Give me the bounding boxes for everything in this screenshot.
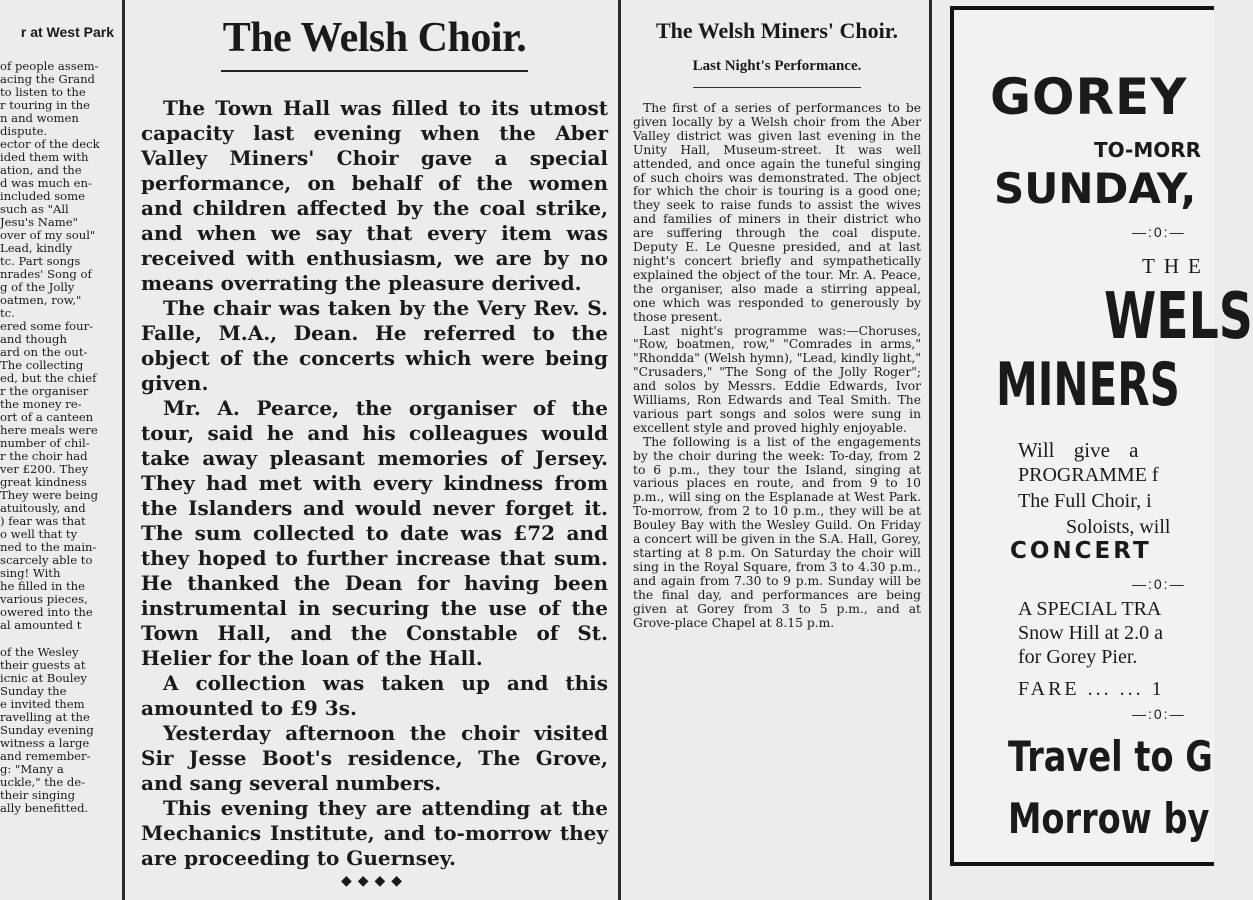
main-article-paragraph: A collection was taken up and this amounted to £9 3s. bbox=[141, 671, 608, 720]
advert-will-give: Will give a bbox=[1018, 438, 1139, 462]
advert-special-train: A SPECIAL TRA bbox=[1018, 598, 1162, 620]
second-article-paragraph: The first of a series of performances to be given locally by a Welsh choir from the Aber Valley district was given last evening in the Unity Hall, Museum-street. It was well attended, and once again the tuneful singing of such choirs was demonstrated. The object for which the choir is touring is a good one; they seek to raise funds to assist the wives and families of miners in their district who are suffering through the coal dispute. Deputy E. Le Quesne presided, and at last night's concert briefly and sympathetically explained the object of the tour. Mr. A. Peace, the organiser, also made a stirring appeal, one which was responded to generously by those present. bbox=[633, 101, 921, 324]
second-article-paragraph: Last night's programme was:—Choruses, "Row, boatmen, row," "Comrades in arms," "Rhondda" (Welsh hymn), "Lead, kindly light," "Crusaders," "The Song of the Jolly Roger"; and solos by Messrs. Eddie Edwards, Ivor Williams, Ron Edwards and Teal Smith. The various part songs and solos were sung in excellent style and proved highly enjoyable. bbox=[633, 323, 921, 435]
main-article-paragraph: The chair was taken by the Very Rev. S. Falle, M.A., Dean. He referred to the object of the concerts which were being given. bbox=[141, 296, 608, 395]
advert-snow-hill: Snow Hill at 2.0 a bbox=[1018, 622, 1163, 644]
advert-travel: Travel to G bbox=[1008, 732, 1213, 781]
second-article bbox=[627, 0, 925, 900]
advert-soloists: Soloists, will bbox=[1066, 516, 1171, 538]
advert-gorey: GOREY bbox=[990, 68, 1188, 126]
advert-the: THE bbox=[1142, 254, 1210, 278]
second-article-paragraph: The following is a list of the engagements by the choir during the week: To-day, from 2 to 6 p.m., they tour the Island, singing at various places en route, and from 9 to 10 p.m., will sing on the Esplanade at West Park. To-morrow, from 2 to 10 p.m., they will be at Bouley Bay with the Wesley Guild. On Friday a concert will be given in the S.A. Hall, Gorey, starting at 8 p.m. On Saturday the choir will sing in the Royal Square, from 3 to 4.30 p.m., and again from 7.30 to 9 p.m. Sunday will be the final day, and performances are being given at Gorey from 3 to 5 p.m., and at Grove-place Chapel at 8.15 p.m. bbox=[633, 434, 921, 630]
main-article-paragraph: Yesterday afternoon the choir visited Sir Jesse Boot's residence, The Grove, and sang several numbers. bbox=[141, 721, 608, 795]
main-article-paragraph: The Town Hall was filled to its utmost capacity last evening when the Aber Valley Miners' Choir gave a special performance, on behalf of the women and children affected by the coal strike, and when we say that every item was received with enthusiasm, we are by no means overrating the pleasure derived. bbox=[141, 96, 608, 295]
advert-fare: FARE ... ... 1 bbox=[1018, 678, 1165, 700]
title-rule bbox=[221, 70, 528, 72]
left-column-paragraph: of the Wesley their guests at icnic at Bouley Sunday the e invited them ravelling at the Sunday evening witness a large and remember- g: "Many a uckle," the de- their singing ally benefitted. bbox=[0, 645, 94, 815]
advert-gorey-pier: for Gorey Pier. bbox=[1018, 646, 1138, 668]
second-article-title: The Welsh Miners' Choir. bbox=[655, 18, 899, 43]
end-ornament: ◆◆◆◆ bbox=[340, 873, 409, 889]
column-divider bbox=[929, 0, 932, 900]
advert-sunday: SUNDAY, bbox=[994, 164, 1197, 213]
column-divider bbox=[122, 0, 125, 900]
subtitle-rule bbox=[693, 87, 861, 88]
advert-box bbox=[950, 6, 1253, 866]
main-article-title: The Welsh Choir. bbox=[222, 15, 527, 61]
advertisement bbox=[938, 0, 1253, 900]
main-article-paragraph: This evening they are attending at the Mechanics Institute, and to-morrow they are proceeding to Guernsey. bbox=[141, 796, 608, 870]
second-article-subtitle: Last Night's Performance. bbox=[692, 58, 862, 74]
advert-separator: —:0:— bbox=[1132, 706, 1186, 722]
left-column bbox=[0, 0, 118, 900]
advert-tomorrow: TO-MORR bbox=[1094, 138, 1202, 162]
main-article-paragraph: Mr. A. Pearce, the organiser of the tour, said he and his colleagues would take away pleasant memories of Jersey. They had met with every kindness from the Islanders and would never forget it. The sum collected to date was £72 and they hoped to further increase that sum. He thanked the Dean for having been instrumental in securing the use of the Town Hall, and the Constable of St. Helier for the loan of the Hall. bbox=[141, 396, 608, 670]
advert-miners: MINERS bbox=[996, 350, 1180, 420]
advert-programme: PROGRAMME f bbox=[1018, 464, 1159, 486]
main-article bbox=[131, 0, 614, 900]
advert-full-choir: The Full Choir, i bbox=[1018, 490, 1152, 512]
left-column-heading: r at West Park bbox=[20, 24, 114, 40]
advert-morrow-by: Morrow by bbox=[1008, 794, 1210, 843]
advert-separator: —:0:— bbox=[1132, 224, 1186, 240]
left-column-paragraph: of people assem- acing the Grand to listen to the r touring in the n and women dispute. ector of the deck ided them with ation, and the d was much en- included some such as "All Jesu's Name" over of my soul" Lead, kindly tc. Part songs nrades' Song of g of the Jolly oatmen, row," tc. bbox=[0, 59, 100, 320]
left-column-paragraph: ered some four- and though ard on the out- The collecting ed, but the chief r the organiser the money re- ort of a canteen here meals were number of chil- r the choir had ver £200. They great kindness They were being atuitously, and ) fear was that o well that ty ned to the main- scarcely able to sing! With he filled in the various pieces, owered into the al amounted t bbox=[0, 319, 99, 632]
advert-concert: CONCERT bbox=[1010, 538, 1152, 564]
advert-welsh: WELS bbox=[1104, 280, 1253, 354]
advert-separator: —:0:— bbox=[1132, 576, 1186, 592]
column-divider bbox=[618, 0, 621, 900]
